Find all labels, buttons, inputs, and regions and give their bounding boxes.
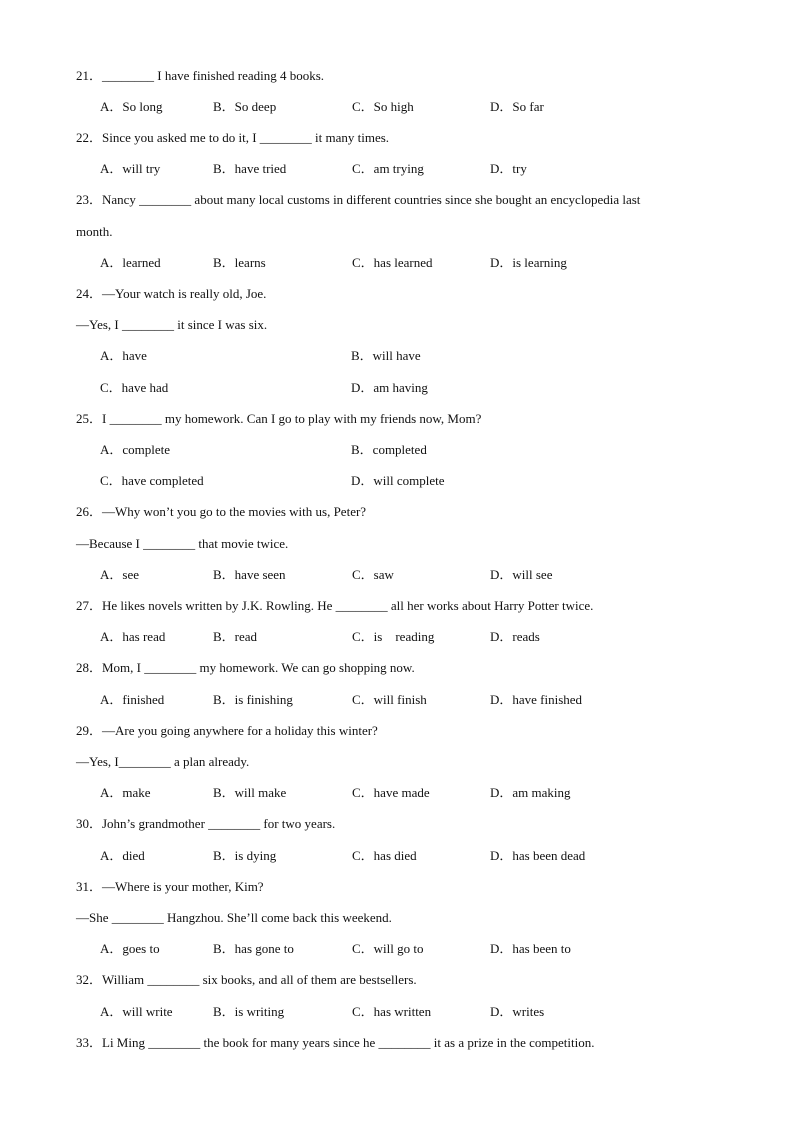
- q23-option-a[interactable]: A．learned: [100, 255, 161, 270]
- question-24-stem-continued: —Yes, I ________ it since I was six.: [76, 317, 268, 332]
- q23-option-d[interactable]: D．is learning: [490, 255, 567, 270]
- question-21-stem: 21．________ I have finished reading 4 books.: [76, 68, 325, 83]
- question-32-stem: 32．William ________ six books, and all of them are bestsellers.: [76, 972, 417, 987]
- question-30-stem: 30．John’s grandmother ________ for two years.: [76, 816, 336, 831]
- q23-option-c[interactable]: C．has learned: [352, 255, 433, 270]
- q31-option-b[interactable]: B．has gone to: [213, 941, 294, 956]
- q26-option-d[interactable]: D．will see: [490, 567, 553, 582]
- q21-option-b[interactable]: B．So deep: [213, 99, 277, 114]
- q31-option-c[interactable]: C．will go to: [352, 941, 424, 956]
- q22-option-b[interactable]: B．have tried: [213, 161, 287, 176]
- q24-option-a[interactable]: A．have: [100, 348, 147, 363]
- q32-option-b[interactable]: B．is writing: [213, 1004, 285, 1019]
- q24-option-b[interactable]: B．will have: [351, 348, 421, 363]
- q26-option-b[interactable]: B．have seen: [213, 567, 286, 582]
- q30-option-a[interactable]: A．died: [100, 848, 145, 863]
- question-25-stem: 25．I ________ my homework. Can I go to play with my friends now, Mom?: [76, 411, 482, 426]
- question-22-stem: 22．Since you asked me to do it, I ________ it many times.: [76, 130, 390, 145]
- q29-option-d[interactable]: D．am making: [490, 785, 571, 800]
- q27-option-d[interactable]: D．reads: [490, 629, 540, 644]
- q26-option-a[interactable]: A．see: [100, 567, 139, 582]
- q29-option-c[interactable]: C．have made: [352, 785, 430, 800]
- question-28-stem: 28．Mom, I ________ my homework. We can go shopping now.: [76, 660, 415, 675]
- question-29-stem-continued: —Yes, I________ a plan already.: [76, 754, 250, 769]
- q21-option-c[interactable]: C．So high: [352, 99, 414, 114]
- q25-option-d[interactable]: D．will complete: [351, 473, 445, 488]
- q28-option-c[interactable]: C．will finish: [352, 692, 427, 707]
- q30-option-c[interactable]: C．has died: [352, 848, 417, 863]
- q22-option-a[interactable]: A．will try: [100, 161, 161, 176]
- q32-option-a[interactable]: A．will write: [100, 1004, 173, 1019]
- question-33-stem: 33．Li Ming ________ the book for many years since he ________ it as a prize in the competition.: [76, 1035, 595, 1050]
- question-29-stem: 29．—Are you going anywhere for a holiday this winter?: [76, 723, 378, 738]
- question-23-stem-continued: month.: [76, 224, 113, 239]
- q32-option-d[interactable]: D．writes: [490, 1004, 545, 1019]
- q32-option-c[interactable]: C．has written: [352, 1004, 432, 1019]
- question-24-stem: 24．—Your watch is really old, Joe.: [76, 286, 267, 301]
- q21-option-a[interactable]: A．So long: [100, 99, 163, 114]
- q25-option-c[interactable]: C．have completed: [100, 473, 204, 488]
- q29-option-a[interactable]: A．make: [100, 785, 151, 800]
- q22-option-c[interactable]: C．am trying: [352, 161, 424, 176]
- q25-option-a[interactable]: A．complete: [100, 442, 171, 457]
- q31-option-a[interactable]: A．goes to: [100, 941, 160, 956]
- question-31-stem: 31．—Where is your mother, Kim?: [76, 879, 264, 894]
- question-26-stem: 26．—Why won’t you go to the movies with us, Peter?: [76, 504, 367, 519]
- q21-option-d[interactable]: D．So far: [490, 99, 544, 114]
- question-31-stem-continued: —She ________ Hangzhou. She’ll come back this weekend.: [76, 910, 392, 925]
- q27-option-a[interactable]: A．has read: [100, 629, 166, 644]
- question-27-stem: 27．He likes novels written by J.K. Rowling. He ________ all her works about Harry Potter twice.: [76, 598, 594, 613]
- question-26-stem-continued: —Because I ________ that movie twice.: [76, 536, 289, 551]
- q31-option-d[interactable]: D．has been to: [490, 941, 571, 956]
- q25-option-b[interactable]: B．completed: [351, 442, 427, 457]
- q28-option-a[interactable]: A．finished: [100, 692, 165, 707]
- q23-option-b[interactable]: B．learns: [213, 255, 266, 270]
- q30-option-d[interactable]: D．has been dead: [490, 848, 586, 863]
- q27-option-c[interactable]: C．is reading: [352, 629, 435, 644]
- q24-option-c[interactable]: C．have had: [100, 380, 169, 395]
- q27-option-b[interactable]: B．read: [213, 629, 258, 644]
- q26-option-c[interactable]: C．saw: [352, 567, 394, 582]
- q22-option-d[interactable]: D．try: [490, 161, 527, 176]
- q28-option-b[interactable]: B．is finishing: [213, 692, 293, 707]
- question-23-stem: 23．Nancy ________ about many local customs in different countries since she bought an encyclopedia last: [76, 192, 641, 207]
- q24-option-d[interactable]: D．am having: [351, 380, 428, 395]
- q30-option-b[interactable]: B．is dying: [213, 848, 277, 863]
- q29-option-b[interactable]: B．will make: [213, 785, 287, 800]
- q28-option-d[interactable]: D．have finished: [490, 692, 583, 707]
